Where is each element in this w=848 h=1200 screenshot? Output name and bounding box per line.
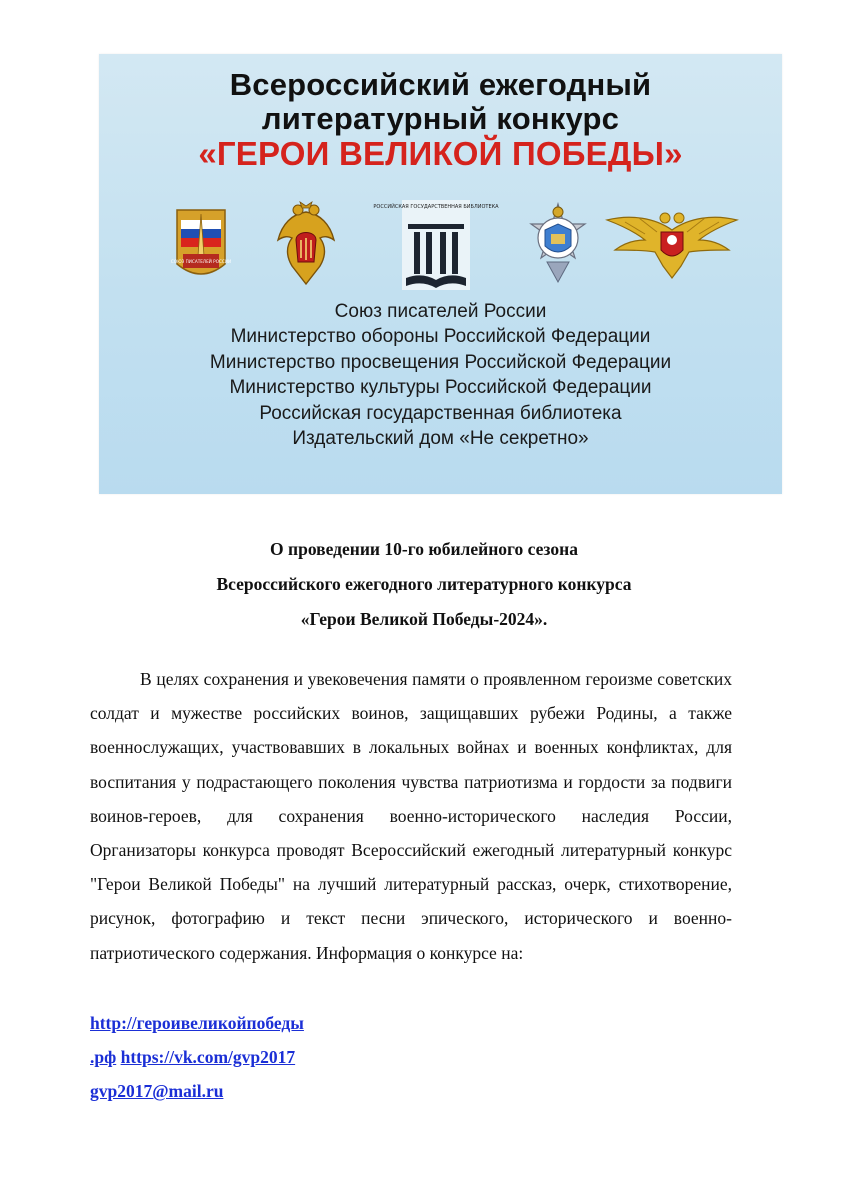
library-emblem-text: РОССИЙСКАЯ ГОСУДАРСТВЕННАЯ БИБЛИОТЕКА [373,204,499,210]
banner-title-line2: литературный конкурс [261,101,620,136]
education-ministry-emblem-icon [527,202,589,286]
winged-eagle-emblem-icon [605,206,739,280]
organizer-item: Российская государственная библиотека [259,402,622,424]
heading-line2: Всероссийского ежегодного литературного конкурса [216,574,632,594]
organizer-item: Министерство просвещения Российской Федерации [209,351,672,373]
banner-title-line1: Всероссийский ежегодный [229,67,652,102]
organizer-item: Министерство культуры Российской Федерации [229,377,652,399]
site-link-part2[interactable]: .рф [90,1047,117,1068]
organizer-item: Союз писателей России [334,301,547,322]
heading-line1: О проведении 10-го юбилейного сезона [270,539,578,559]
organizers-list [99,299,782,451]
eagle-lyre-emblem-icon [274,200,338,288]
writers-union-emblem-text: СОЮЗ ПИСАТЕЛЕЙ РОССИИ [170,259,232,264]
writers-union-emblem-icon [171,206,231,286]
vk-link[interactable]: https://vk.com/gvp2017 [120,1047,296,1068]
document-heading [0,532,848,637]
site-link-part1[interactable]: http://героивеликойпобеды [90,1013,304,1033]
body-paragraph: В целях сохранения и увековечения памяти о проявленном героизме советских солдат и мужестве российских воинов, защищавших рубежи Родины, а также военнослужащих, участвовавших в локальных войнах и военных конфликтах, для воспитания у подрастающего поколения чувства патриотизма и гордости за подвиги воинов-героев, для сохранения военно-исторического наследия России, Организаторы конкурса проводят Всероссийский ежегодный литературный конкурс "Герои Великой Победы" на лучший литературный рассказ, очерк, стихотворение, рисунок, фотографию и текст песни эпического, исторического и военно-патриотического содержания. Информация о конкурсе на: [90,669,732,963]
banner-title-line3: «ГЕРОИ ВЕЛИКОЙ ПОБЕДЫ» [198,135,683,172]
banner [99,54,782,494]
russian-state-library-emblem-icon [373,200,499,290]
organizer-item: Министерство обороны Российской Федерации [230,326,651,348]
organizer-item: Издательский дом «Не секретно» [292,428,589,450]
heading-line3: «Герои Великой Победы-2024». [300,609,548,629]
email-link[interactable]: gvp2017@mail.ru [90,1081,224,1102]
contact-links [90,1006,732,1109]
